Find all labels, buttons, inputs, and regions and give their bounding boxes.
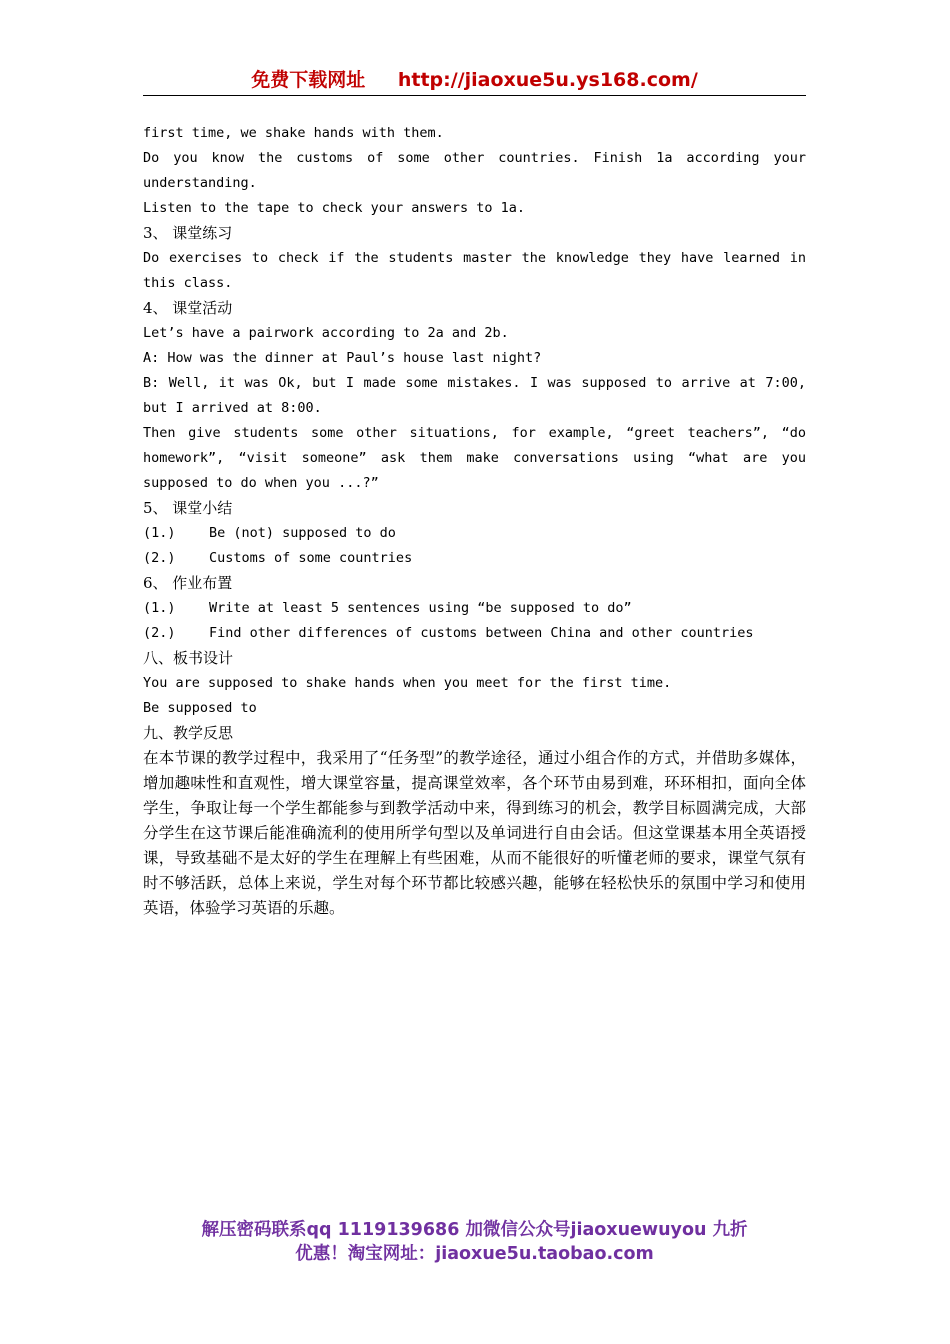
- text-line: Let’s have a pairwork according to 2a and 2b.: [143, 325, 509, 341]
- list-item: [143, 546, 806, 571]
- list-text: Be (not) supposed to do: [209, 525, 396, 541]
- section-heading-homework: 6、 作业布置: [143, 574, 233, 592]
- list-text: Write at least 5 sentences using “be supposed to do”: [209, 600, 632, 616]
- header-title: 免费下载网址: [251, 69, 366, 91]
- list-number: (1.): [143, 600, 176, 616]
- text-line: Listen to the tape to check your answers to 1a.: [143, 200, 526, 216]
- header-url-link[interactable]: http://jiaoxue5u.ys168.com/: [397, 69, 698, 91]
- list-text: Find other differences of customs between China and other countries: [209, 625, 754, 641]
- list-item: [143, 621, 806, 646]
- text-line: Do you know the customs of some other countries. Finish 1a according your: [143, 150, 806, 166]
- text-line: but I arrived at 8:00.: [143, 400, 322, 416]
- section-heading-practice: 3、 课堂练习: [143, 224, 233, 242]
- text-line: first time, we shake hands with them.: [143, 125, 444, 141]
- list-number: (2.): [143, 625, 176, 641]
- text-line: A: How was the dinner at Paul’s house last night?: [143, 350, 542, 366]
- list-number: (1.): [143, 525, 176, 541]
- document-body: [143, 121, 806, 921]
- text-line: Then give students some other situations, for example, “greet teachers”, “do: [143, 425, 806, 441]
- text-line: supposed to do when you ...?”: [143, 475, 379, 491]
- list-number: (2.): [143, 550, 176, 566]
- list-text: Customs of some countries: [209, 550, 413, 566]
- reflection-paragraph: 在本节课的教学过程中，我采用了“任务型”的教学途径，通过小组合作的方式，并借助多媒体，增加趣味性和直观性，增大课堂容量，提高课堂效率，各个环节由易到难，环环相扣，面向全体学生，争取让每一个学生都能参与到教学活动中来，得到练习的机会，教学目标圆满完成，大部分学生在这节课后能准确流利的使用所学句型以及单词进行自由会话。但这堂课基本用全英语授课，导致基础不是太好的学生在理解上有些困难，从而不能很好的听懂老师的要求，课堂气氛有时不够活跃，总体上来说，学生对每个环节都比较感兴趣，能够在轻松快乐的氛围中学习和使用英语，体验学习英语的乐趣。: [143, 749, 806, 917]
- section-heading-summary: 5、 课堂小结: [143, 499, 233, 517]
- text-line: homework”, “visit someone” ask them make conversations using “what are you: [143, 450, 806, 466]
- section-heading-reflection: 九、教学反思: [143, 724, 234, 742]
- footer-line-shop: 优惠！淘宝网址：jiaoxue5u.taobao.com: [295, 1244, 654, 1264]
- text-line: this class.: [143, 275, 233, 291]
- header-divider: [143, 95, 806, 96]
- text-line: understanding.: [143, 175, 257, 191]
- section-heading-activity: 4、 课堂活动: [143, 299, 233, 317]
- list-item: [143, 596, 806, 621]
- page-footer: [143, 1218, 806, 1266]
- list-item: [143, 521, 806, 546]
- section-heading-board-design: 八、板书设计: [143, 649, 234, 667]
- text-line: Be supposed to: [143, 700, 257, 716]
- text-line: B: Well, it was Ok, but I made some mistakes. I was supposed to arrive at 7:00,: [143, 375, 806, 391]
- text-line: You are supposed to shake hands when you meet for the first time.: [143, 675, 672, 691]
- text-line: Do exercises to check if the students master the knowledge they have learned in: [143, 250, 806, 266]
- footer-line-contact: 解压密码联系qq 1119139686 加微信公众号jiaoxuewuyou 九折: [201, 1220, 748, 1240]
- page-header: [143, 66, 806, 94]
